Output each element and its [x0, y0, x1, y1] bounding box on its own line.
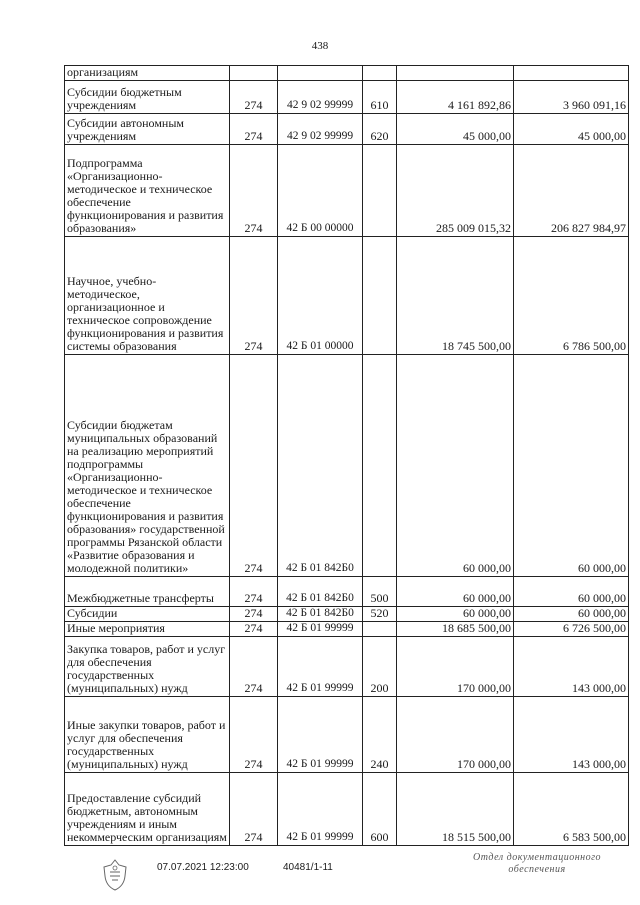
row-name: Субсидии	[65, 607, 230, 622]
table-row	[65, 622, 629, 637]
row-type	[363, 66, 397, 81]
row-sum-1: 60 000,00	[397, 355, 514, 577]
row-sum-1	[397, 66, 514, 81]
row-sum-2: 45 000,00	[514, 114, 629, 145]
row-sum-1: 18 685 500,00	[397, 622, 514, 637]
row-sum-2: 60 000,00	[514, 607, 629, 622]
page-number: 438	[311, 40, 329, 52]
row-sum-2: 206 827 984,97	[514, 145, 629, 237]
row-sum-2	[514, 66, 629, 81]
row-sum-2: 6 726 500,00	[514, 622, 629, 637]
row-sum-1: 4 161 892,86	[397, 81, 514, 114]
table-row	[65, 145, 629, 237]
table-row	[65, 81, 629, 114]
row-sum-2: 60 000,00	[514, 577, 629, 607]
row-code: 274	[230, 622, 278, 637]
row-sum-1: 170 000,00	[397, 637, 514, 697]
budget-table	[64, 65, 629, 846]
row-target	[278, 66, 363, 81]
row-name: Субсидии бюджетным учреждениям	[65, 81, 230, 114]
table-row	[65, 114, 629, 145]
row-code: 274	[230, 114, 278, 145]
table-row	[65, 773, 629, 846]
row-type: 500	[363, 577, 397, 607]
row-type	[363, 622, 397, 637]
row-target: 42 Б 01 842Б0	[278, 355, 363, 577]
row-type	[363, 237, 397, 355]
footer-datetime: 07.07.2021 12:23:00	[157, 862, 249, 873]
table-row	[65, 577, 629, 607]
row-name: Субсидии автономным учреждениям	[65, 114, 230, 145]
budget-table-wrapper	[64, 65, 628, 846]
table-row	[65, 607, 629, 622]
row-name: организациям	[65, 66, 230, 81]
row-type: 240	[363, 697, 397, 773]
row-sum-2: 143 000,00	[514, 697, 629, 773]
row-name: Субсидии бюджетам муниципальных образований на реализацию мероприятий подпрограммы «Организационно-методическое и техническое обеспечение функционирования и развития образования» государственной программы Рязанской области «Развитие образования и молодежной политики»	[65, 355, 230, 577]
row-target: 42 9 02 99999	[278, 114, 363, 145]
page-footer	[0, 850, 640, 905]
row-type: 520	[363, 607, 397, 622]
row-target: 42 Б 01 99999	[278, 637, 363, 697]
row-code: 274	[230, 697, 278, 773]
row-target: 42 9 02 99999	[278, 81, 363, 114]
row-sum-2: 3 960 091,16	[514, 81, 629, 114]
row-sum-2: 60 000,00	[514, 355, 629, 577]
row-target: 42 Б 01 842Б0	[278, 577, 363, 607]
row-code: 274	[230, 81, 278, 114]
row-sum-1: 18 745 500,00	[397, 237, 514, 355]
table-row	[65, 697, 629, 773]
row-target: 42 Б 01 99999	[278, 622, 363, 637]
row-target: 42 Б 00 00000	[278, 145, 363, 237]
table-row	[65, 237, 629, 355]
row-code: 274	[230, 637, 278, 697]
row-sum-2: 143 000,00	[514, 637, 629, 697]
row-name: Научное, учебно-методическое, организационное и техническое сопровождение функционирования и развития системы образования	[65, 237, 230, 355]
row-target: 42 Б 01 00000	[278, 237, 363, 355]
table-row	[65, 66, 629, 81]
row-sum-2: 6 583 500,00	[514, 773, 629, 846]
coat-of-arms-icon	[100, 858, 130, 892]
row-sum-1: 60 000,00	[397, 577, 514, 607]
row-sum-1: 170 000,00	[397, 697, 514, 773]
row-name: Иные закупки товаров, работ и услуг для обеспечения государственных (муниципальных) нужд	[65, 697, 230, 773]
row-type: 600	[363, 773, 397, 846]
row-target: 42 Б 01 99999	[278, 697, 363, 773]
row-code: 274	[230, 355, 278, 577]
row-type	[363, 145, 397, 237]
footer-department-stamp: Отдел документационного обеспечения	[472, 852, 602, 875]
row-type: 200	[363, 637, 397, 697]
row-sum-1: 285 009 015,32	[397, 145, 514, 237]
row-sum-1: 60 000,00	[397, 607, 514, 622]
row-name: Закупка товаров, работ и услуг для обеспечения государственных (муниципальных) нужд	[65, 637, 230, 697]
row-type	[363, 355, 397, 577]
row-code: 274	[230, 145, 278, 237]
row-code	[230, 66, 278, 81]
table-row	[65, 637, 629, 697]
row-target: 42 Б 01 842Б0	[278, 607, 363, 622]
row-code: 274	[230, 237, 278, 355]
row-code: 274	[230, 773, 278, 846]
row-sum-2: 6 786 500,00	[514, 237, 629, 355]
footer-reg-number: 40481/1-11	[283, 862, 333, 873]
row-target: 42 Б 01 99999	[278, 773, 363, 846]
table-row	[65, 355, 629, 577]
row-code: 274	[230, 607, 278, 622]
row-type: 620	[363, 114, 397, 145]
row-sum-1: 45 000,00	[397, 114, 514, 145]
row-code: 274	[230, 577, 278, 607]
row-name: Предоставление субсидий бюджетным, автономным учреждениям и иным некоммерческим организациям	[65, 773, 230, 846]
row-type: 610	[363, 81, 397, 114]
row-sum-1: 18 515 500,00	[397, 773, 514, 846]
row-name: Иные мероприятия	[65, 622, 230, 637]
row-name: Межбюджетные трансферты	[65, 577, 230, 607]
row-name: Подпрограмма «Организационно-методическое и техническое обеспечение функционирования и развития образования»	[65, 145, 230, 237]
